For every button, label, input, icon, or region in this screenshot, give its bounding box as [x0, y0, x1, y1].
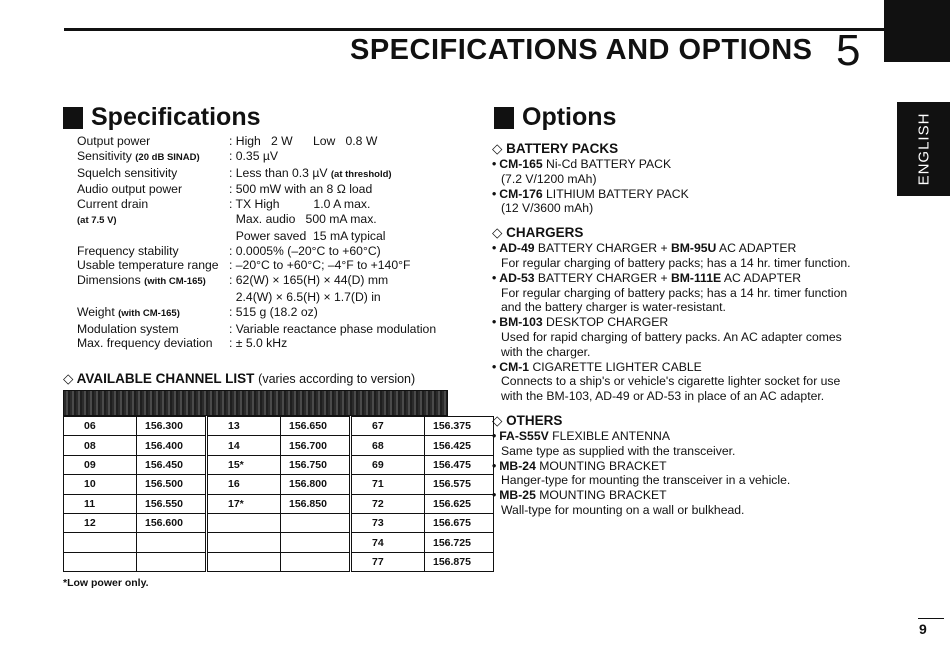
channel-number-cell: 73 — [351, 513, 425, 532]
option-description: For regular charging of battery packs; has a 14 hr. timer function. — [501, 255, 851, 270]
spec-row — [77, 182, 457, 197]
spec-value-text: 2.4(W) × 6.5(H) × 1.7(D) in — [229, 289, 381, 304]
channel-frequency-cell — [281, 513, 351, 532]
option-name: DESKTOP CHARGER — [542, 315, 669, 330]
options-list — [492, 141, 882, 518]
table-row — [64, 455, 494, 474]
spec-row — [77, 305, 457, 322]
page-number: 9 — [919, 621, 927, 637]
channel-frequency-cell — [137, 533, 207, 552]
option-model-code: MB-25 — [499, 488, 536, 503]
channel-number-cell: 17* — [207, 494, 281, 513]
spec-label-text: Modulation system — [77, 321, 179, 336]
table-row — [64, 552, 494, 571]
bullet-icon: • — [492, 186, 497, 201]
channel-number-cell: 08 — [64, 436, 137, 455]
option-name: LITHIUM BATTERY PACK — [542, 186, 689, 201]
bullet-icon: • — [492, 359, 497, 374]
chapter-marker-bar — [884, 0, 950, 62]
spec-label-note: (with CM-165) — [118, 307, 180, 319]
channel-number-cell: 13 — [207, 417, 281, 436]
page-title: SPECIFICATIONS AND OPTIONS — [350, 34, 813, 66]
channel-number-cell — [207, 513, 281, 532]
spec-label — [77, 149, 229, 166]
spec-row — [77, 149, 457, 166]
section-square-icon — [494, 107, 514, 129]
channel-number-cell: 10 — [64, 475, 137, 494]
option-description: (12 V/3600 mAh) — [501, 201, 594, 216]
spec-label-text: Max. frequency deviation — [77, 336, 213, 351]
spec-value — [229, 305, 318, 322]
bullet-icon: • — [492, 270, 497, 285]
table-row — [64, 513, 494, 532]
spec-label-text: Output power — [77, 134, 151, 148]
channel-frequency-cell — [137, 552, 207, 571]
bullet-icon: • — [492, 488, 497, 503]
spec-label-text: Usable temperature range — [77, 258, 219, 273]
spec-label-text: Sensitivity — [77, 148, 132, 163]
spec-value-note: (at threshold) — [330, 168, 392, 180]
spec-row — [77, 244, 457, 259]
channel-frequency-cell: 156.550 — [137, 494, 207, 513]
option-name: MOUNTING BRACKET — [535, 488, 667, 503]
spec-value-text: : 62(W) × 165(H) × 44(D) mm — [229, 273, 389, 288]
channel-frequency-cell: 156.475 — [425, 455, 494, 474]
channel-frequency-cell — [281, 533, 351, 552]
spec-value-text: Power saved 15 mA typical — [229, 228, 386, 243]
spec-label — [77, 182, 229, 197]
channel-frequency-cell: 156.375 — [425, 417, 494, 436]
table-row — [64, 436, 494, 455]
channel-number-cell: 72 — [351, 494, 425, 513]
channel-number-cell: 06 — [64, 417, 137, 436]
option-item — [492, 315, 882, 330]
channel-number-cell: 14 — [207, 436, 281, 455]
option-description: and the battery charger is water-resistant. — [501, 300, 726, 315]
footnote: *Low power only. — [63, 577, 149, 589]
option-name: CIGARETTE LIGHTER CABLE — [529, 359, 702, 374]
spec-row — [77, 212, 457, 229]
spec-label-text: Dimensions — [77, 273, 141, 288]
table-row — [64, 475, 494, 494]
spec-label — [77, 212, 229, 229]
page-number-rule — [918, 618, 944, 619]
option-item — [492, 157, 882, 172]
spec-label — [77, 244, 229, 259]
spec-label-text: Current drain — [77, 197, 149, 212]
spec-row — [77, 166, 457, 183]
spec-label — [77, 134, 229, 149]
spec-row — [77, 197, 457, 212]
spec-label — [77, 336, 229, 351]
spec-list — [77, 134, 457, 351]
option-model-code: CM-1 — [499, 359, 530, 374]
option-description: For regular charging of battery packs; has a 14 hr. timer function — [501, 285, 848, 300]
spec-value — [229, 273, 388, 290]
spec-label — [77, 166, 229, 183]
channel-frequency-cell: 156.500 — [137, 475, 207, 494]
channel-number-cell: 71 — [351, 475, 425, 494]
top-rule — [64, 28, 884, 31]
spec-label-note: (20 dB SINAD) — [135, 151, 200, 163]
spec-value — [229, 336, 287, 351]
spec-value-text: : High 2 W Low 0.8 W — [229, 134, 378, 148]
spec-row — [77, 258, 457, 273]
option-name: FLEXIBLE ANTENNA — [548, 428, 670, 443]
option-item — [492, 271, 882, 286]
spec-value — [229, 229, 385, 244]
spec-label — [77, 258, 229, 273]
option-item — [492, 241, 882, 256]
channel-number-cell: 16 — [207, 475, 281, 494]
channel-frequency-cell: 156.850 — [281, 494, 351, 513]
spec-label-text: Audio output power — [77, 182, 183, 197]
channel-list-heading — [63, 371, 415, 387]
option-description: Connects to a ship's or vehicle's cigarette lighter socket for use — [501, 374, 841, 389]
channel-frequency-cell: 156.875 — [425, 552, 494, 571]
option-name: AC ADAPTER — [721, 270, 802, 285]
channel-list-note: (varies according to version) — [258, 372, 416, 386]
specifications-heading-text: Specifications — [91, 103, 261, 131]
channel-number-cell: 67 — [351, 417, 425, 436]
option-name: BATTERY CHARGER + — [534, 270, 671, 285]
channel-number-cell: 15* — [207, 455, 281, 474]
spec-value — [229, 212, 377, 229]
spec-value-text: : 500 mW with an 8 Ω load — [229, 182, 373, 197]
spec-label — [77, 273, 229, 290]
option-model-code: AD-49 — [499, 241, 535, 256]
spec-value — [229, 244, 381, 259]
options-heading — [494, 103, 616, 132]
bullet-icon: • — [492, 241, 497, 256]
channel-table-body — [64, 417, 497, 572]
spec-label — [77, 290, 229, 305]
spec-value-text: Max. audio 500 mA max. — [229, 211, 377, 226]
option-description: Used for rapid charging of battery packs. An AC adapter comes — [501, 329, 842, 344]
option-model-code: FA-S55V — [499, 428, 549, 443]
channel-frequency-cell: 156.400 — [137, 436, 207, 455]
table-row — [64, 494, 494, 513]
option-name: Ni-Cd BATTERY PACK — [542, 157, 672, 171]
option-group-title: ◇ OTHERS — [492, 412, 563, 428]
spec-row — [77, 322, 457, 337]
option-group-title: ◇ BATTERY PACKS — [492, 141, 619, 156]
channel-frequency-cell: 156.700 — [281, 436, 351, 455]
specifications-heading — [63, 103, 261, 132]
channel-frequency-cell: 156.750 — [281, 455, 351, 474]
spec-value-text: : –20°C to +60°C; –4°F to +140°F — [229, 258, 411, 273]
channel-frequency-cell: 156.725 — [425, 533, 494, 552]
option-model-code: MB-24 — [499, 458, 536, 473]
channel-frequency-cell: 156.450 — [137, 455, 207, 474]
spec-label-text: Frequency stability — [77, 243, 179, 258]
spec-value — [229, 182, 372, 197]
channel-number-cell: 69 — [351, 455, 425, 474]
chapter-number: 5 — [836, 26, 861, 75]
spec-value-text: : 0.0005% (–20°C to +60°C) — [229, 243, 381, 258]
channel-frequency-cell: 156.625 — [425, 494, 494, 513]
channel-number-cell: 12 — [64, 513, 137, 532]
option-model-code: CM-165 — [499, 157, 543, 171]
spec-value-text: : Variable reactance phase modulation — [229, 321, 437, 336]
channel-number-cell: 74 — [351, 533, 425, 552]
spec-value — [229, 197, 370, 212]
spec-row — [77, 134, 457, 149]
channel-frequency-cell: 156.600 — [137, 513, 207, 532]
spec-value — [229, 322, 436, 337]
spec-value — [229, 258, 410, 273]
channel-frequency-cell: 156.575 — [425, 475, 494, 494]
spec-value — [229, 149, 278, 166]
options-heading-text: Options — [522, 103, 617, 131]
option-item — [492, 360, 882, 375]
option-item — [492, 459, 882, 474]
option-model-code: BM-95U — [670, 241, 717, 256]
option-description: with the BM-103, AD-49 or AD-53 in place of an AC adapter. — [501, 389, 825, 404]
channel-number-cell — [207, 533, 281, 552]
channel-frequency-cell: 156.300 — [137, 417, 207, 436]
spec-label — [77, 229, 229, 244]
spec-value-text: : ± 5.0 kHz — [229, 336, 288, 351]
channel-frequency-cell: 156.675 — [425, 513, 494, 532]
option-description: Hanger-type for mounting the transceiver in a vehicle. — [501, 473, 791, 488]
spec-row — [77, 336, 457, 351]
bullet-icon: • — [492, 157, 497, 171]
option-item — [492, 429, 882, 444]
language-tab — [897, 102, 950, 196]
spec-label-note: (with CM-165) — [144, 276, 206, 288]
spec-row — [77, 273, 457, 290]
spec-value-text: : 515 g (18.2 oz) — [229, 304, 318, 319]
section-square-icon — [63, 107, 83, 129]
channel-frequency-cell — [281, 552, 351, 571]
channel-number-cell — [64, 533, 137, 552]
option-description: with the charger. — [501, 344, 591, 359]
option-name: BATTERY CHARGER + — [534, 241, 671, 256]
spec-value — [229, 134, 377, 149]
option-item — [492, 187, 882, 202]
channel-table — [63, 390, 471, 572]
option-description: Same type as supplied with the transceiver. — [501, 443, 736, 458]
spec-label — [77, 305, 229, 322]
channel-frequency-cell: 156.650 — [281, 417, 351, 436]
language-tab-label: ENGLISH — [915, 112, 932, 186]
channel-number-cell — [64, 552, 137, 571]
channel-number-cell: 77 — [351, 552, 425, 571]
option-group-title: ◇ CHARGERS — [492, 225, 584, 241]
option-model-code: BM-103 — [499, 315, 543, 330]
channel-frequency-cell: 156.800 — [281, 475, 351, 494]
channel-frequency-cell: 156.425 — [425, 436, 494, 455]
option-name: AC ADAPTER — [716, 241, 797, 256]
spec-label — [77, 322, 229, 337]
option-model-code: AD-53 — [499, 270, 535, 285]
table-row — [64, 533, 494, 552]
channel-number-cell: 68 — [351, 436, 425, 455]
option-name: MOUNTING BRACKET — [535, 458, 667, 473]
spec-value — [229, 166, 392, 183]
table-row — [64, 417, 494, 436]
channel-number-cell: 09 — [64, 455, 137, 474]
spec-label-note: (at 7.5 V) — [77, 214, 117, 226]
channel-number-cell: 11 — [64, 494, 137, 513]
spec-value-text: : Less than 0.3 µV — [229, 165, 328, 180]
option-model-code: CM-176 — [499, 186, 543, 201]
option-model-code: BM-111E — [670, 270, 722, 285]
spec-row — [77, 290, 457, 305]
bullet-icon: • — [492, 458, 497, 473]
channel-list-title: ◇ AVAILABLE CHANNEL LIST — [63, 371, 255, 386]
option-description: Wall-type for mounting on a wall or bulkhead. — [501, 502, 745, 517]
option-description: (7.2 V/1200 mAh) — [501, 171, 597, 186]
spec-label-text: Weight — [77, 304, 115, 319]
channel-number-cell — [207, 552, 281, 571]
spec-value-text: : 0.35 µV — [229, 148, 279, 163]
channel-table-header-band — [63, 390, 448, 416]
spec-value-text: : TX High 1.0 A max. — [229, 197, 371, 212]
spec-value — [229, 290, 381, 305]
bullet-icon: • — [492, 315, 497, 330]
option-item — [492, 488, 882, 503]
bullet-icon: • — [492, 428, 497, 443]
spec-row — [77, 229, 457, 244]
spec-label-text: Squelch sensitivity — [77, 165, 178, 180]
spec-label — [77, 197, 229, 212]
